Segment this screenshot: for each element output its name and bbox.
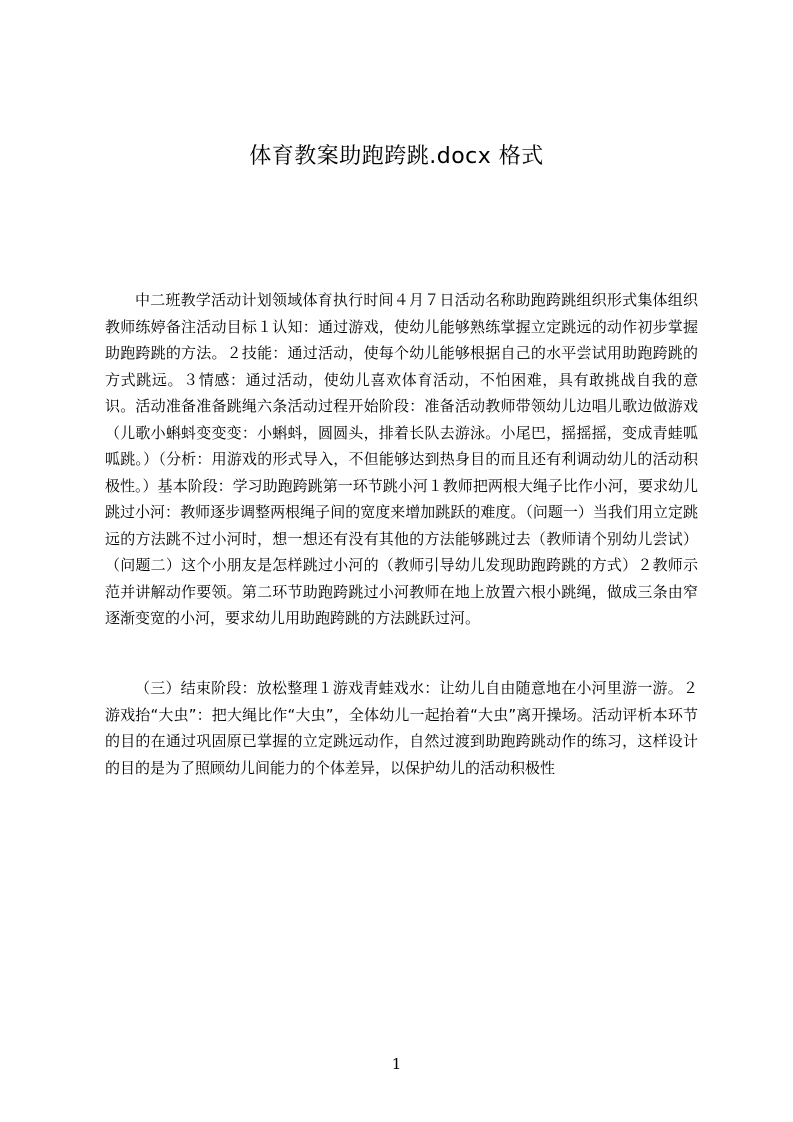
page-number: 1: [391, 1055, 402, 1073]
document-title: 体育教案助跑跨跳.docx 格式: [249, 144, 544, 169]
body-paragraph-1: 中二班教学活动计划领域体育执行时间４月７日活动名称助跑跨跳组织形式集体组织教师练婷备注活动目标１认知：通过游戏，使幼儿能够熟练掌握立定跳远的动作初步掌握助跑跨跳的方法。２技能：通过活动，使每个幼儿能够根据自己的水平尝试用助跑跨跳的方式跳远。３情感：通过活动，使幼儿喜欢体育活动，不怕困难，具有敢挑战自我的意识。活动准备准备跳绳六条活动过程开始阶段：准备活动教师带领幼儿边唱儿歌边做游戏（儿歌小蝌蚪变变变：小蝌蚪，圆圆头，排着长队去游泳。小尾巴，摇摇摇，变成青蛙呱呱跳。）（分析：用游戏的形式导入，不但能够达到热身目的而且还有利调动幼儿的活动积极性。）基本阶段：学习助跑跨跳第一环节跳小河１教师把两根大绳子比作小河，要求幼儿跳过小河：教师逐步调整两根绳子间的宽度来增加跳跃的难度。（问题一）当我们用立定跳远的方法跳不过小河时，想一想还有没有其他的方法能够跳过去（教师请个别幼儿尝试）（问题二）这个小朋友是怎样跳过小河的（教师引导幼儿发现助跑跨跳的方式）２教师示范并讲解动作要领。第二环节助跑跨跳过小河教师在地上放置六根小跳绳，做成三条由窄逐渐变宽的小河，要求幼儿用助跑跨跳的方法跳跃过河。: [105, 291, 698, 627]
body-paragraph-2: （三）结束阶段：放松整理１游戏青蛙戏水：让幼儿自由随意地在小河里游一游。２游戏抬“大虫”：把大绳比作“大虫”，全体幼儿一起抬着“大虫”离开操场。活动评析本环节的目的在通过巩固原已掌握的立定跳远动作，自然过渡到助跑跨跳动作的练习，这样设计的目的是为了照顾幼儿间能力的个体差异，以保护幼儿的活动积极性: [105, 679, 698, 777]
